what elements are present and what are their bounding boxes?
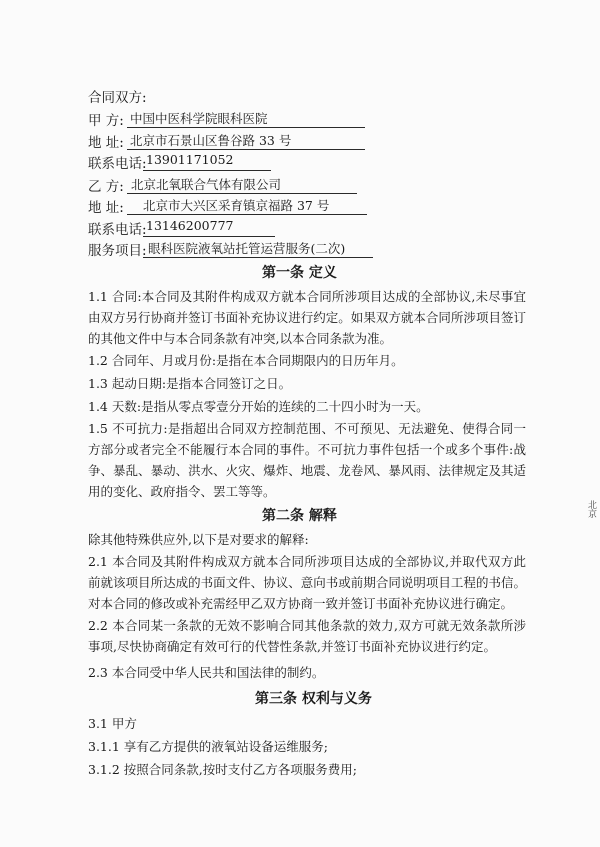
party-a-value: 中国中医科学院眼科医院	[130, 111, 268, 126]
party-b-label: 乙 方:	[88, 179, 124, 195]
address-a-label: 地 址:	[88, 135, 124, 151]
article1-title: 第一条 定义	[262, 265, 337, 281]
article2-clause-2-1: 2.1 本合同及其附件构成双方就本合同所涉项目达成的全部协议,并取代双方此前就该项目所达成的书面文件、协议、意向书或前期合同说明项目工程的书信。对本合同的修改或补充需经甲乙双方协商一致并签订书面补充协议进行确定。	[88, 554, 526, 611]
article3-clause-3-1-2: 3.1.2 按照合同条款,按时支付乙方各项服务费用;	[88, 762, 357, 777]
phone-b-underline	[143, 236, 275, 237]
phone-a-label: 联系电话:	[88, 156, 147, 172]
party-b-underline	[127, 193, 357, 194]
service-value: 眼科医院液氧站托管运营服务(二次)	[148, 241, 346, 256]
service-label: 服务项目:	[88, 243, 147, 259]
article1-clause-1-2: 1.2 合同年、月或月份:是指在本合同期限内的日历年月。	[88, 353, 404, 368]
address-a-value: 北京市石景山区鲁谷路 33 号	[130, 133, 292, 148]
article2-title: 第二条 解释	[262, 508, 337, 524]
article1-clause-1-5: 1.5 不可抗力:是指超出合同双方控制范围、不可预见、无法避免、使得合同一方部分或者完全不能履行本合同的事件。不可抗力事件包括一个或多个事件:战争、暴乱、暴动、洪水、火灾、爆炸、地震、龙卷风、暴风雨、法律规定及其适用的变化、政府指令、罢工等等。	[88, 421, 526, 499]
address-b-value: 北京市大兴区采育镇京福路 37 号	[143, 198, 330, 213]
phone-b-value: 13146200777	[146, 218, 234, 233]
article3-clause-3-1-1: 3.1.1 享有乙方提供的液氧站设备运维服务;	[88, 739, 328, 754]
article2-intro: 除其他特殊供应外,以下是对要求的解释:	[88, 532, 309, 547]
phone-a-underline	[143, 170, 271, 171]
article2-clause-2-2: 2.2 本合同某一条款的无效不影响合同其他条款的效力,双方可就无效条款所涉事项,尽快协商确定有效可行的代替性条款,并签订书面补充协议进行约定。	[88, 618, 526, 654]
phone-a-value: 13901171052	[146, 152, 234, 167]
parties-intro: 合同双方:	[88, 90, 147, 106]
service-underline	[143, 257, 373, 258]
article1-clause-1-1: 1.1 合同:本合同及其附件构成双方就本合同所涉项目达成的全部协议,未尽事宜由双方另行协商并签订书面补充协议进行约定。如果双方就本合同所涉项目签订的其他文件中与本合同条款有冲突,以本合同条款为准。	[88, 289, 526, 346]
address-b-underline	[127, 214, 367, 215]
article1-clause-1-3: 1.3 起动日期:是指本合同签订之日。	[88, 376, 292, 391]
party-a-underline	[127, 127, 365, 128]
phone-b-label: 联系电话:	[88, 222, 147, 238]
article3-clause-3-1: 3.1 甲方	[88, 716, 137, 731]
article2-clause-2-3: 2.3 本合同受中华人民共和国法律的制约。	[88, 665, 325, 680]
address-b-label: 地 址:	[88, 200, 124, 216]
page-edge-stamp-text: 北京	[586, 500, 596, 518]
party-a-label: 甲 方:	[88, 113, 124, 129]
article3-title: 第三条 权利与义务	[255, 691, 372, 707]
article1-clause-1-4: 1.4 天数:是指从零点零壹分开始的连续的二十四小时为一天。	[88, 399, 429, 414]
address-a-underline	[127, 149, 365, 150]
party-b-value: 北京北氧联合气体有限公司	[131, 177, 282, 192]
